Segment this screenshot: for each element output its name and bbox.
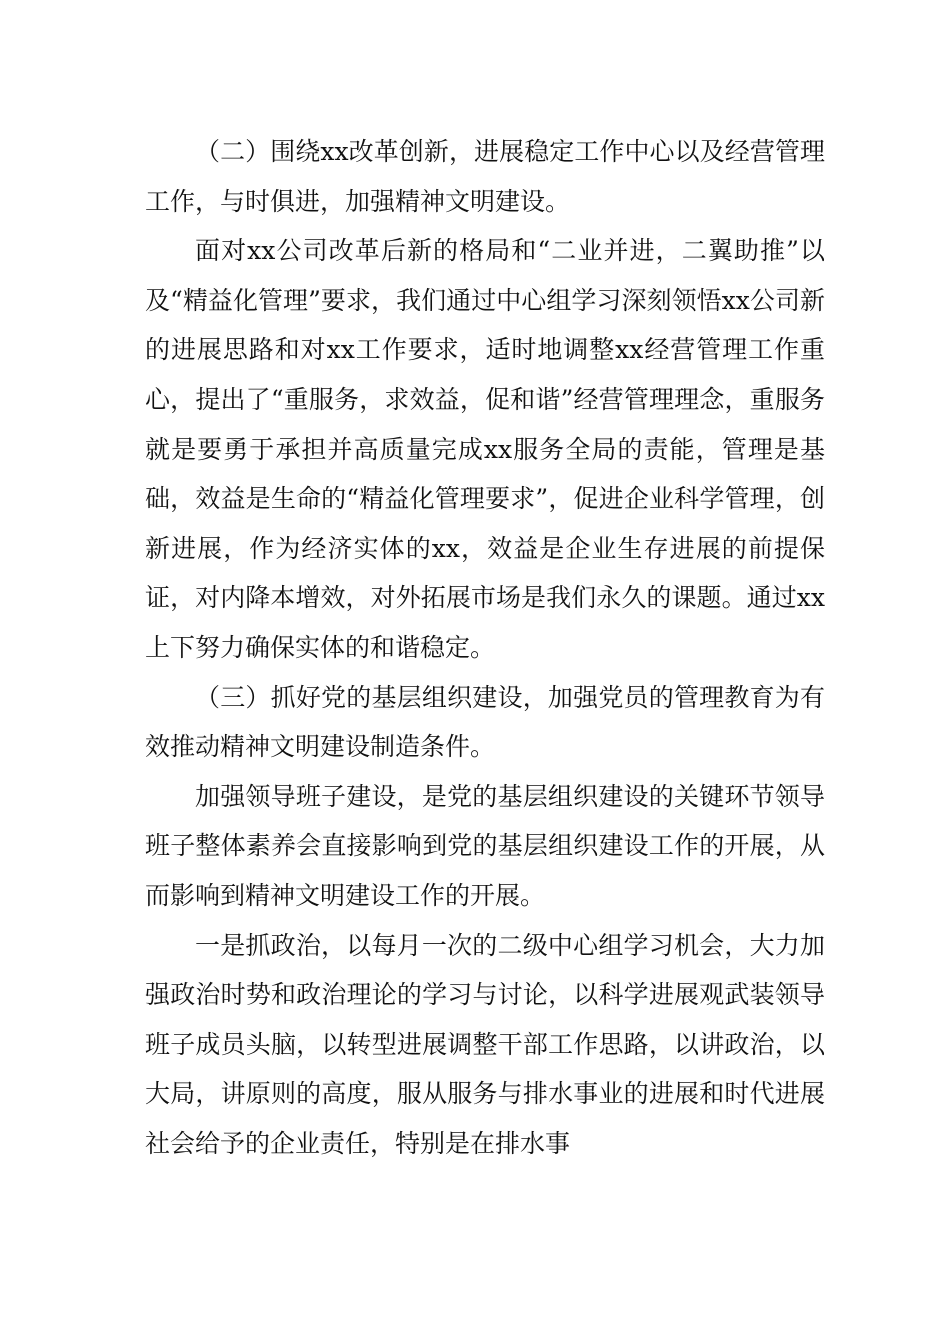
- section-heading-3: （三）抓好党的基层组织建设，加强党员的管理教育为有效推动精神文明建设制造条件。: [145, 682, 825, 762]
- body-paragraph: 面对xx公司改革后新的格局和“二业并进，二翼助推”以及“精益化管理”要求，我们通过中心组学习深刻领悟xx公司新的进展思路和对xx工作要求，适时地调整xx经营管理工作重心，提出了“重服务，求效益，促和谐”经营管理理念，重服务就是要勇于承担并高质量完成xx服务全局的责能，管理是基础，效益是生命的“精益化管理要求”，促进企业科学管理，创新进展，作为经济实体的xx，效益是企业生存进展的前提保证，对内降本增效，对外拓展市场是我们永久的课题。通过xx上下努力确保实体的和谐稳定。: [145, 236, 825, 662]
- section-heading-2: （二）围绕xx改革创新，进展稳定工作中心以及经营管理工作，与时俱进，加强精神文明建设。: [145, 137, 825, 216]
- document-body: [145, 127, 825, 1168]
- body-paragraph: 加强领导班子建设，是党的基层组织建设的关键环节领导班子整体素养会直接影响到党的基层组织建设工作的开展，从而影响到精神文明建设工作的开展。: [145, 781, 825, 910]
- body-paragraph: 一是抓政治，以每月一次的二级中心组学习机会，大力加强政治时势和政治理论的学习与讨论，以科学进展观武装领导班子成员头脑，以转型进展调整干部工作思路，以讲政治，以大局，讲原则的高度，服从服务与排水事业的进展和时代进展社会给予的企业责任，特别是在排水事: [145, 930, 825, 1158]
